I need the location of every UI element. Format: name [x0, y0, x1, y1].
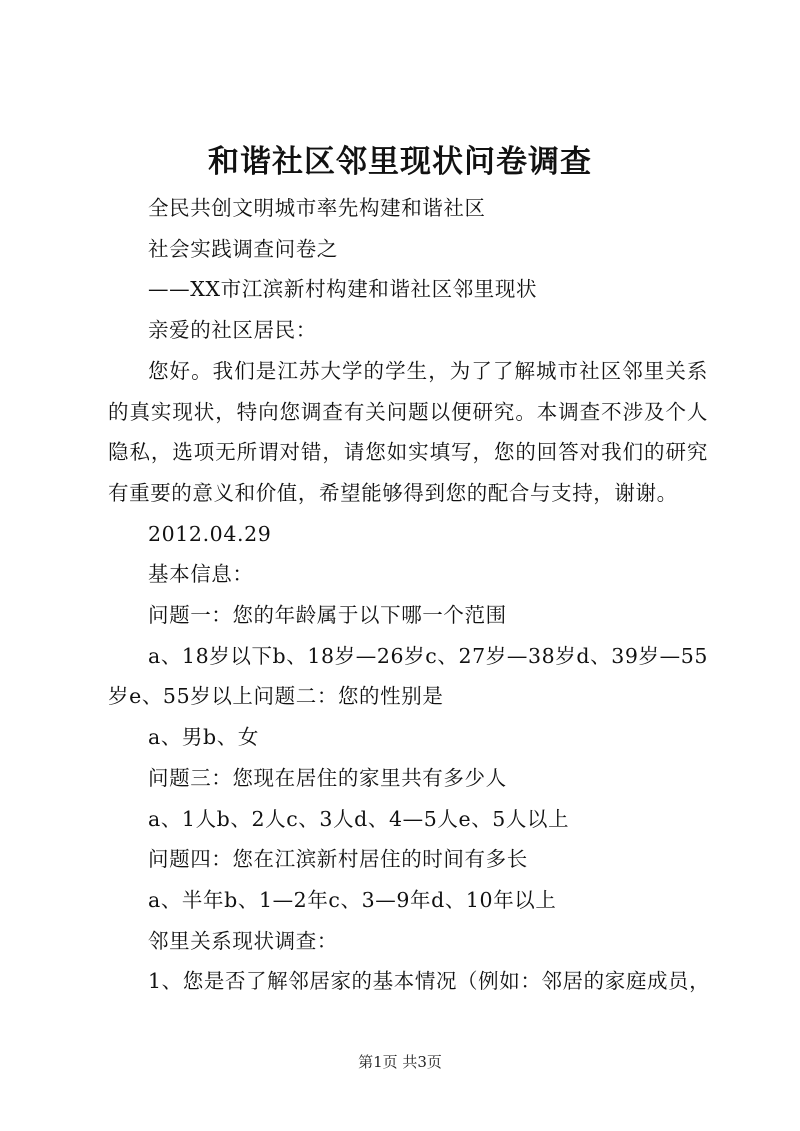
page-footer: 第1页 共3页 — [358, 1053, 442, 1071]
section-heading: 邻里关系现状调查： — [148, 928, 338, 953]
answer-options: a、男b、女 — [148, 725, 259, 750]
document-body — [108, 188, 711, 1002]
section-heading: 基本信息： — [148, 562, 254, 587]
answer-options: a、1人b、2人c、3人d、4—5人e、5人以上 — [148, 806, 570, 831]
document-title: 和谐社区邻里现状问卷调查 — [208, 144, 592, 180]
answer-options: a、18岁以下b、18岁—26岁c、27岁—38岁d、39岁—55岁e、55岁以上问题二：您的性别是 — [108, 643, 708, 709]
subtitle-line: 社会实践调查问卷之 — [148, 236, 338, 261]
question-line: 问题三：您现在居住的家里共有多少人 — [148, 765, 507, 790]
intro-paragraph: 您好。我们是江苏大学的学生，为了了解城市社区邻里关系的真实现状，特向您调查有关问题以便研究。本调查不涉及个人隐私，选项无所谓对错，请您如实填写，您的回答对我们的研究有重要的意义和价值，希望能够得到您的配合与支持，谢谢。 — [108, 358, 708, 505]
question-line: 问题四：您在江滨新村居住的时间有多长 — [148, 847, 528, 872]
answer-options: a、半年b、1—2年c、3—9年d、10年以上 — [148, 887, 557, 912]
question-line: 问题一：您的年龄属于以下哪一个范围 — [148, 603, 507, 628]
salutation: 亲爱的社区居民： — [148, 318, 317, 343]
date-line: 2012.04.29 — [148, 521, 272, 546]
question-line: 1、您是否了解邻居家的基本情况（例如：邻居的家庭成员， — [148, 969, 711, 994]
subtitle-line: ——XX市江滨新村构建和谐社区邻里现状 — [148, 277, 538, 302]
subtitle-line: 全民共创文明城市率先构建和谐社区 — [148, 196, 486, 220]
